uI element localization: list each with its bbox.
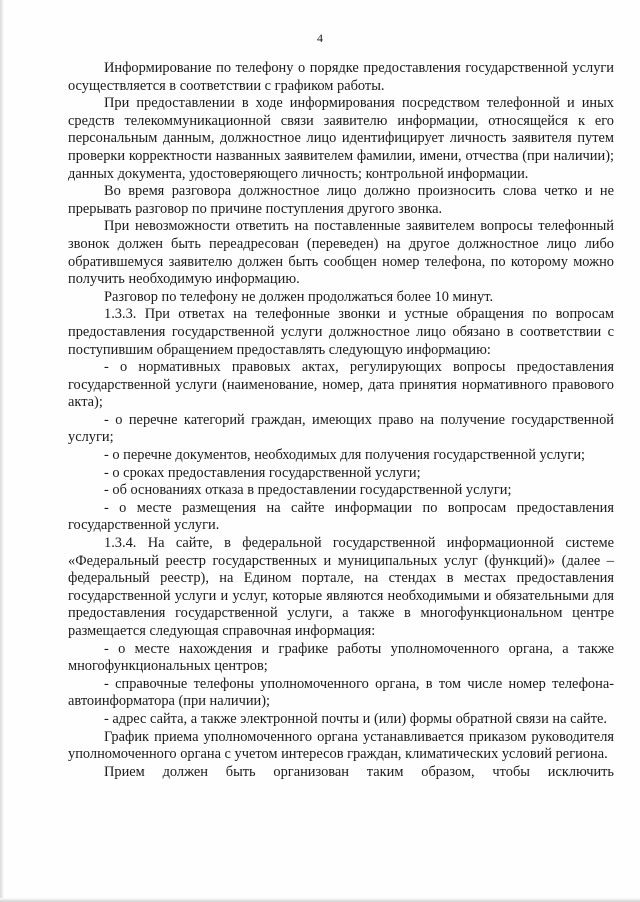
list-item: - о месте размещения на сайте информации по вопросам предоставления государственной услуги. (68, 499, 614, 534)
paragraph: При невозможности ответить на поставленные заявителем вопросы телефонный звонок должен быть переадресован (переведен) на другое должностное лицо либо обратившемуся заявителю должен быть сообщен номер телефона, по которому можно получить необходимую информацию. (68, 218, 614, 288)
list-item: - о нормативных правовых актах, регулирующих вопросы предоставления государственной услуги (наименование, номер, дата принятия нормативного правового акта); (68, 359, 614, 411)
list-item: - о перечне документов, необходимых для получения государственной услуги; (104, 447, 586, 464)
list-item: - справочные телефоны уполномоченного органа, в том числе номер телефона-автоинформатора (при наличии); (68, 675, 614, 710)
paragraph: При предоставлении в ходе информирования посредством телефонной и иных средств телекоммуникационной связи заявителю информации, относящейся к его персональным данным, должностное лицо идентифицирует личность заявителя путем проверки корректности названных заявителем фамилии, имени, отчества (при наличии); данных документа, удостоверяющего личность; контрольной информации. (68, 95, 614, 182)
scan-bottom-shadow (0, 898, 640, 902)
list-item: - адрес сайта, а также электронной почты и (или) формы обратной связи на сайте. (104, 710, 607, 727)
paragraph: Прием должен быть организован таким образом, чтобы исключить (104, 763, 614, 780)
document-body (68, 60, 614, 781)
paragraph: Разговор по телефону не должен продолжаться более 10 минут. (104, 288, 494, 305)
paragraph: Во время разговора должностное лицо должно произносить слова четко и не прерывать разговор по причине поступления другого звонка. (68, 183, 614, 217)
page-number: 4 (317, 31, 323, 45)
list-item: - о месте нахождения и графике работы уполномоченного органа, а также многофункциональных центров; (68, 640, 614, 675)
paragraph: 1.3.3. При ответах на телефонные звонки и устные обращения по вопросам предоставления государственной услуги должностное лицо обязано в соответствии с поступившим обращением предоставлять следующую информацию: (68, 306, 614, 358)
paragraph: 1.3.4. На сайте, в федеральной государственной информационной системе «Федеральный реестр государственных и муниципальных услуг (функций)» (далее – федеральный реестр), на Едином портале, на стендах в местах предоставления государственной услуги и услуг, которые являются необходимыми и обязательными для предоставления государственной услуги, а также в многофункциональном центре размещается следующая справочная информация: (68, 535, 614, 639)
paragraph: Информирование по телефону о порядке предоставления государственной услуги осуществляется в соответствии с графиком работы. (68, 60, 614, 94)
scan-edge-shadow (0, 0, 4, 902)
list-item: - о перечне категорий граждан, имеющих право на получение государственной услуги; (68, 411, 614, 446)
list-item: - о сроках предоставления государственной услуги; (104, 464, 421, 481)
paragraph: График приема уполномоченного органа устанавливается приказом руководителя уполномоченного органа с учетом интересов граждан, климатических условий региона. (68, 728, 614, 763)
list-item: - об основаниях отказа в предоставлении государственной услуги; (104, 482, 512, 499)
